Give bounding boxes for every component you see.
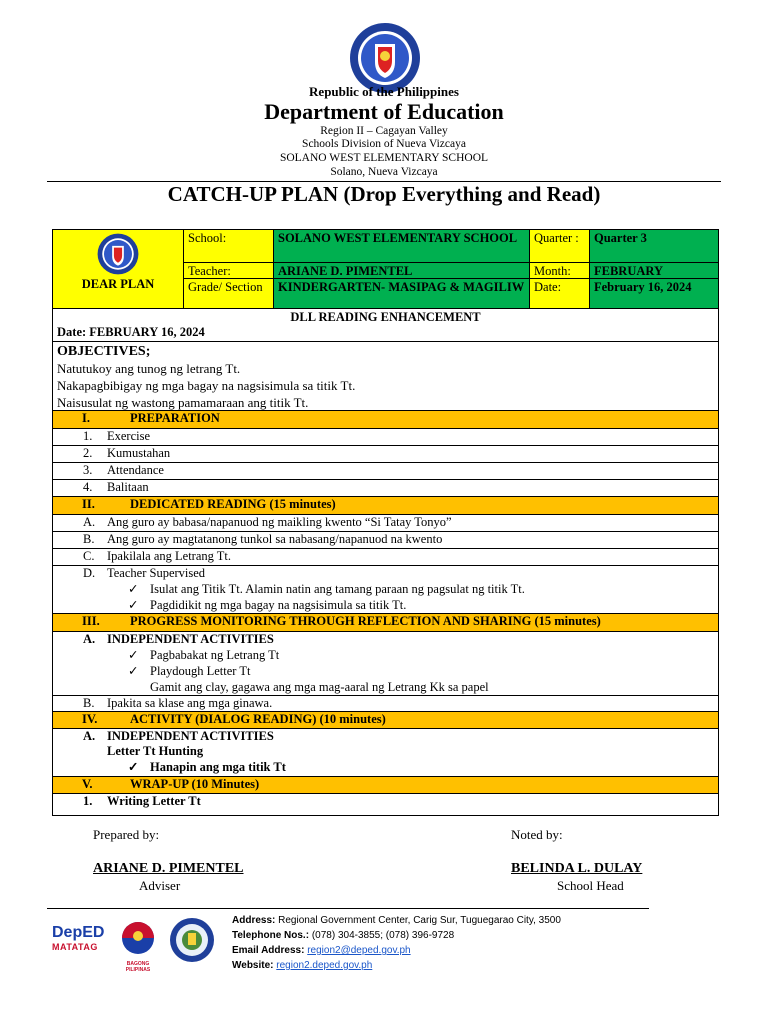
republic-text: Republic of the Philippines xyxy=(309,84,459,99)
phone-label: Telephone Nos.: xyxy=(232,930,310,941)
prepared-by-label: Prepared by: xyxy=(93,827,160,842)
item-text: INDEPENDENT ACTIVITIES xyxy=(107,729,274,743)
matatag-text: MATATAG xyxy=(52,942,98,952)
item-number: B. xyxy=(83,696,95,710)
item-text: Ipakita sa klase ang mga ginawa. xyxy=(107,696,273,710)
school-label: School: xyxy=(183,230,273,262)
item-number: 3. xyxy=(83,463,93,477)
date-label: Date: xyxy=(529,278,589,308)
deped-logo-text: DepED xyxy=(52,924,105,941)
check-item xyxy=(53,582,718,598)
quarter-value: Quarter 3 xyxy=(589,230,718,262)
section-title: PREPARATION xyxy=(130,411,220,425)
dear-plan-label: DEAR PLAN xyxy=(81,277,155,291)
address-label: Address: xyxy=(232,915,276,926)
contact-block xyxy=(232,913,561,973)
month-value: FEBRUARY xyxy=(589,262,718,278)
check-item xyxy=(53,648,718,664)
item-text: Exercise xyxy=(107,429,151,443)
activity-note: Gamit ang clay, gagawa ang mga mag-aaral ng Letrang Kk sa papel xyxy=(53,680,718,696)
month-label: Month: xyxy=(529,262,589,278)
objective-item: Natutukoy ang tunog ng letrang Tt. xyxy=(57,361,241,376)
item-text: Kumustahan xyxy=(107,446,171,460)
list-item xyxy=(53,696,718,712)
list-item xyxy=(53,549,718,566)
list-item xyxy=(53,566,718,582)
lesson-plan-table xyxy=(52,309,719,816)
school-name-text: SOLANO WEST ELEMENTARY SCHOOL xyxy=(279,152,489,164)
grade-section-label: Grade/ Section xyxy=(183,278,273,308)
item-number: A. xyxy=(83,632,96,646)
plan-date: Date: FEBRUARY 16, 2024 xyxy=(53,325,718,342)
noted-by-name: BELINDA L. DULAY xyxy=(511,861,643,876)
list-item xyxy=(53,532,718,549)
check-text: Isulat ang Titik Tt. Alamin natin ang tamang paraan ng pagsulat ng titik Tt. xyxy=(150,582,525,596)
website-label: Website: xyxy=(232,960,274,971)
teacher-label: Teacher: xyxy=(183,262,273,278)
noted-by-label: Noted by: xyxy=(511,827,563,842)
section-title: WRAP-UP (10 Minutes) xyxy=(130,777,260,791)
check-text: Playdough Letter Tt xyxy=(150,664,251,678)
quarter-label: Quarter : xyxy=(529,230,589,262)
email-label: Email Address: xyxy=(232,945,305,956)
item-text: Ang guro ay babasa/napanuod ng maikling kwento “Si Tatay Tonyo” xyxy=(107,515,452,529)
item-text: Writing Letter Tt xyxy=(107,794,201,808)
objective-item: Naisusulat ng wastong pamamaraan ang titik Tt. xyxy=(53,395,718,411)
checkmark-icon: ✓ xyxy=(128,598,139,612)
prepared-by-name: ARIANE D. PIMENTEL xyxy=(93,861,244,876)
teacher-value: ARIANE D. PIMENTEL xyxy=(273,262,529,278)
checkmark-icon: ✓ xyxy=(128,664,139,678)
list-item xyxy=(53,446,718,463)
section-preparation xyxy=(53,411,718,429)
list-item xyxy=(53,729,718,745)
list-item xyxy=(53,480,718,497)
item-number: 2. xyxy=(83,446,93,460)
section-number: II. xyxy=(82,497,95,511)
objective-item: Nakapagbibigay ng mga bagay na nagsisimula sa titik Tt. xyxy=(57,378,356,393)
item-text: INDEPENDENT ACTIVITIES xyxy=(107,632,274,646)
date-value: February 16, 2024 xyxy=(589,278,718,308)
check-text: Pagdidikit ng mga bagay na nagsisimula sa titik Tt. xyxy=(150,598,407,612)
regional-office-seal-icon xyxy=(169,917,215,963)
item-number: A. xyxy=(83,729,96,743)
grade-section-value: KINDERGARTEN- MASIPAG & MAGILIW xyxy=(273,278,529,308)
section-number: IV. xyxy=(82,712,98,726)
item-number: 1. xyxy=(83,794,93,808)
email-link[interactable]: region2@deped.gov.ph xyxy=(307,945,411,956)
division-text: Schools Division of Nueva Vizcaya xyxy=(302,138,466,150)
address-value: Regional Government Center, Carig Sur, Tuguegarao City, 3500 xyxy=(278,915,561,926)
check-item xyxy=(53,598,718,614)
phone-line xyxy=(232,928,561,943)
objectives-title: OBJECTIVES; xyxy=(57,344,151,359)
school-value: SOLANO WEST ELEMENTARY SCHOOL xyxy=(273,230,529,262)
section-title: ACTIVITY (DIALOG READING) (10 minutes) xyxy=(130,712,386,726)
section-number: I. xyxy=(82,411,90,425)
deped-matatag-logo xyxy=(52,924,106,952)
email-line xyxy=(232,943,561,958)
item-text: Teacher Supervised xyxy=(107,566,206,580)
activity-subtitle: Letter Tt Hunting xyxy=(107,744,204,758)
checkmark-icon: ✓ xyxy=(128,582,139,596)
website-link[interactable]: region2.deped.gov.ph xyxy=(276,960,373,971)
check-text: Pagbabakat ng Letrang Tt xyxy=(150,648,280,662)
section-progress-monitoring xyxy=(53,614,718,632)
town-text: Solano, Nueva Vizcaya xyxy=(330,166,438,178)
item-number: D. xyxy=(83,566,96,580)
check-text: Hanapin ang mga titik Tt xyxy=(150,760,286,774)
item-number: B. xyxy=(83,532,95,546)
document-title: CATCH-UP PLAN (Drop Everything and Read) xyxy=(167,182,601,206)
item-text: Balitaan xyxy=(107,480,149,494)
item-text: Ang guro ay magtatanong tunkol sa nabasang/napanuod na kwento xyxy=(107,532,443,546)
section-title: PROGRESS MONITORING THROUGH REFLECTION AND SHARING (15 minutes) xyxy=(130,614,601,628)
plan-heading: DLL READING ENHANCEMENT xyxy=(290,310,481,324)
noted-by-role: School Head xyxy=(557,878,624,893)
bagong-pilipinas-logo xyxy=(115,920,161,973)
list-item xyxy=(53,794,718,811)
footer-divider xyxy=(47,908,649,909)
region-text: Region II – Cagayan Valley xyxy=(320,125,448,137)
list-item xyxy=(53,632,718,648)
item-number: 1. xyxy=(83,429,93,443)
item-text: Ipakilala ang Letrang Tt. xyxy=(107,549,232,563)
list-item xyxy=(53,463,718,480)
list-item xyxy=(53,515,718,532)
website-line xyxy=(232,958,561,973)
department-title: Department of Education xyxy=(264,99,504,124)
section-number: III. xyxy=(82,614,100,628)
check-item xyxy=(53,760,718,777)
list-item xyxy=(53,429,718,446)
section-activity xyxy=(53,712,718,729)
section-number: V. xyxy=(82,777,93,791)
info-table xyxy=(52,229,719,309)
item-text: Attendance xyxy=(107,463,164,477)
item-number: A. xyxy=(83,515,96,529)
section-wrap-up xyxy=(53,777,718,794)
bagong-pilipinas-text: BAGONG PILIPINAS xyxy=(125,961,151,973)
phone-value: (078) 304-3855; (078) 396-9728 xyxy=(311,930,455,941)
item-number: C. xyxy=(83,549,95,563)
dear-plan-logo-cell xyxy=(53,230,183,308)
section-title: DEDICATED READING (15 minutes) xyxy=(130,497,336,511)
prepared-by-role: Adviser xyxy=(139,878,181,893)
checkmark-icon: ✓ xyxy=(128,760,139,774)
checkmark-icon: ✓ xyxy=(128,648,139,662)
address-line xyxy=(232,913,561,928)
item-number: 4. xyxy=(83,480,93,494)
check-item xyxy=(53,664,718,680)
deped-seal-icon xyxy=(97,233,139,275)
section-dedicated-reading xyxy=(53,497,718,515)
